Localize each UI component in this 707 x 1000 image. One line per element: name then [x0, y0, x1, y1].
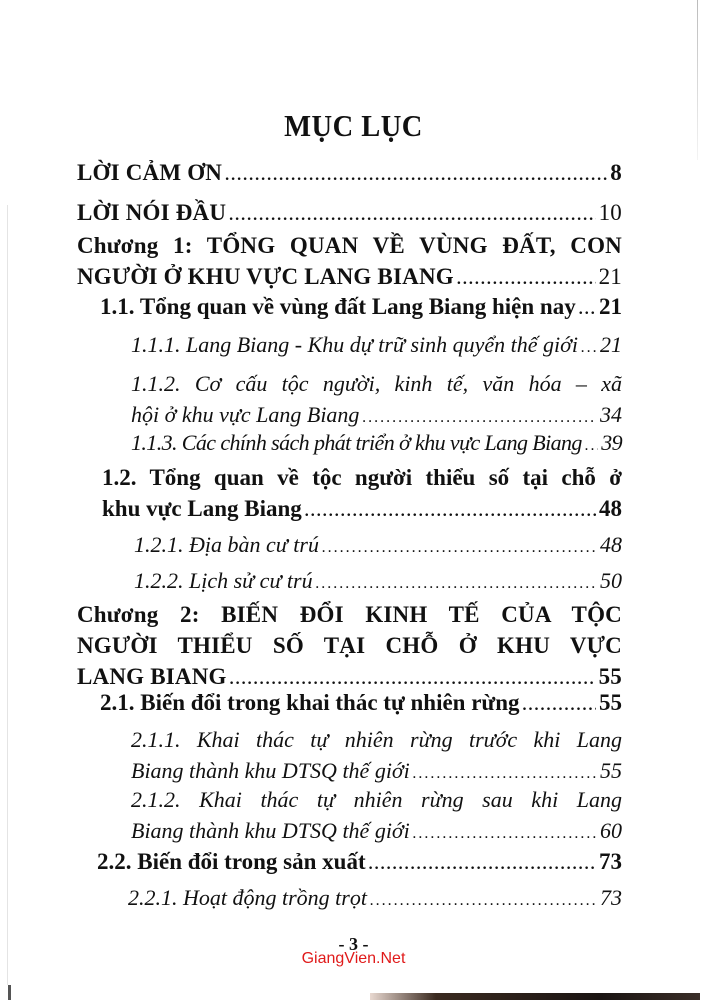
toc-entry[interactable] — [100, 685, 622, 723]
entry-label-line: NGƯỜI THIỂU SỐ TẠI CHỖ Ở KHU VỰC — [77, 633, 622, 658]
entry-page-number: 21 — [598, 264, 622, 289]
entry-page-number: 8 — [610, 160, 622, 185]
page-edge-left — [7, 205, 8, 985]
entry-page-number: 10 — [598, 200, 622, 225]
entry-page-number: 21 — [600, 332, 622, 357]
entry-page-number: 48 — [599, 496, 622, 521]
scan-shadow — [370, 993, 700, 1000]
entry-page-number: 55 — [600, 758, 622, 783]
dot-leader — [369, 847, 596, 882]
entry-label-line: 2.1.1. Khai thác tự nhiên rừng trước khi Lang — [131, 727, 622, 752]
dot-leader — [581, 330, 597, 365]
scan-shadow-left — [8, 985, 11, 1000]
entry-page-number: 39 — [601, 430, 622, 455]
entry-page-number: 55 — [598, 664, 622, 689]
entry-page-number: 60 — [600, 818, 622, 843]
entry-page-number: 73 — [600, 885, 622, 910]
dot-leader — [370, 883, 597, 918]
dot-leader — [579, 292, 596, 327]
page-number: - 3 - — [338, 934, 369, 954]
entry-label: 2.1. Biến đổi trong khai thác tự nhiên rừng — [100, 690, 520, 715]
entry-label-line: Chương 2: BIẾN ĐỔI KINH TẾ CỦA TỘC — [77, 602, 622, 627]
entry-label: khu vực Lang Biang — [102, 496, 302, 521]
dot-leader — [322, 530, 597, 565]
dot-leader — [585, 428, 598, 463]
toc-entry[interactable] — [134, 527, 622, 565]
entry-label: Biang thành khu DTSQ thế giới — [131, 758, 410, 783]
entry-label: NGƯỜI Ở KHU VỰC LANG BIANG — [77, 264, 454, 289]
entry-label: 1.2.1. Địa bàn cư trú — [134, 532, 319, 557]
entry-page-number: 21 — [599, 294, 622, 319]
watermark-link[interactable]: GiangVien.Net — [301, 950, 406, 967]
entry-label-line: 1.2. Tổng quan về tộc người thiểu số tại chỗ ở — [102, 465, 622, 490]
dot-leader — [225, 158, 607, 193]
toc-entry[interactable] — [102, 460, 622, 529]
entry-page-number: 50 — [600, 568, 622, 593]
toc-entry[interactable] — [131, 782, 622, 851]
entry-page-number: 55 — [599, 690, 622, 715]
toc-entry[interactable] — [128, 880, 622, 918]
toc-entry[interactable] — [131, 327, 622, 365]
toc-entry[interactable] — [100, 289, 622, 327]
entry-page-number: 48 — [600, 532, 622, 557]
entry-label: LANG BIANG — [77, 664, 227, 689]
entry-label: Biang thành khu DTSQ thế giới — [131, 818, 410, 843]
entry-label: 1.1. Tổng quan về vùng đất Lang Biang hiện nay — [100, 294, 576, 319]
entry-label: LỜI CẢM ƠN — [77, 160, 223, 185]
toc-entry[interactable] — [131, 425, 622, 463]
dot-leader — [523, 688, 596, 723]
entry-label: LỜI NÓI ĐẦU — [77, 200, 227, 225]
toc-entry[interactable] — [131, 722, 622, 791]
toc-entry[interactable] — [134, 563, 622, 601]
entry-label-line: 1.1.2. Cơ cấu tộc người, kinh tế, văn hóa – xã — [131, 371, 622, 396]
entry-label: 1.2.2. Lịch sử cư trú — [134, 568, 313, 593]
toc-entry[interactable] — [77, 228, 622, 297]
entry-label-line: 2.1.2. Khai thác tự nhiên rừng sau khi Lang — [131, 787, 622, 812]
toc-entry[interactable] — [77, 597, 622, 697]
entry-label-line: Chương 1: TỔNG QUAN VỀ VÙNG ĐẤT, CON — [77, 233, 622, 258]
page-edge-right — [697, 0, 698, 160]
entry-page-number: 34 — [600, 402, 622, 427]
entry-label: hội ở khu vực Lang Biang — [131, 402, 360, 427]
entry-label: 2.2.1. Hoạt động trồng trọt — [128, 885, 367, 910]
entry-label: 1.1.1. Lang Biang - Khu dự trữ sinh quyển thế giới — [131, 332, 579, 357]
entry-label: 2.2. Biến đổi trong sản xuất — [97, 849, 366, 874]
dot-leader — [305, 494, 596, 529]
entry-label: 1.1.3. Các chính sách phát triển ở khu vực Lang Biang — [131, 430, 582, 455]
toc-title: MỤC LỤC — [284, 108, 423, 143]
toc-entry[interactable] — [97, 844, 622, 882]
dot-leader — [316, 566, 597, 601]
entry-page-number: 73 — [599, 849, 622, 874]
toc-entry[interactable] — [77, 155, 622, 193]
